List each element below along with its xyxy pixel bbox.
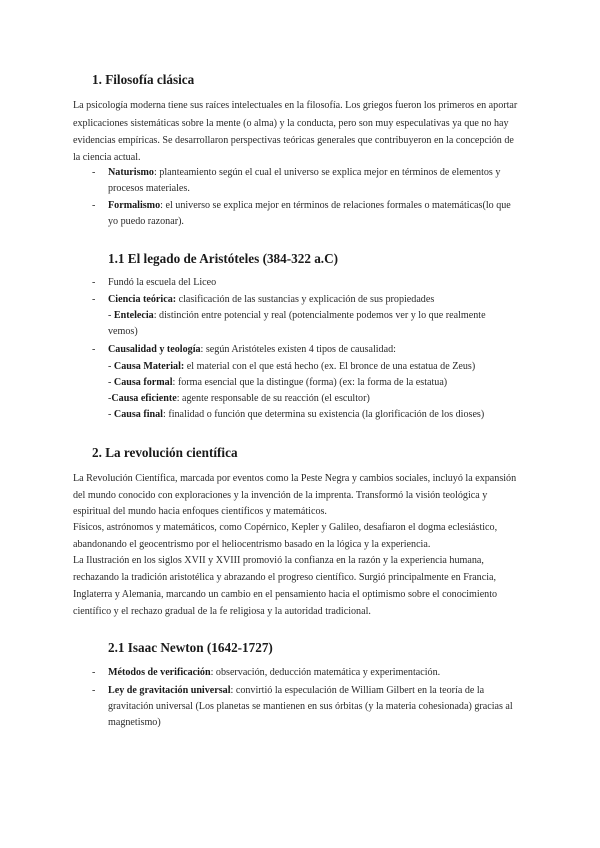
paragraph-line: La Revolución Científica, marcada por eventos como la Peste Negra y cambios sociales, incluyó la expansión xyxy=(73,473,517,484)
sub-item-entelecia xyxy=(108,310,486,322)
paragraph-line: espiritual del mundo hacia enfoques científicos y matemáticos. xyxy=(73,506,327,517)
bullet-dash: - xyxy=(92,344,96,355)
definition: : distinción entre potencial y real (potencialmente podemos ver y lo que realmente xyxy=(153,310,486,321)
term: Causa final xyxy=(113,409,163,420)
definition: : convirtió la especulación de William Gilbert en la teoría de la xyxy=(230,685,485,696)
section-heading-aristoteles: 1.1 El legado de Aristóteles (384-322 a.C) xyxy=(108,251,339,266)
sub-dash: - xyxy=(108,310,112,321)
definition: : planteamiento según el cual el universo se explica mejor en términos de elementos y xyxy=(153,167,501,178)
list-item-continuation: procesos materiales. xyxy=(108,183,190,194)
paragraph-line: explicaciones sistemáticas sobre la mente (o alma) y la conducta, pero son muy especulativas ya que no hay xyxy=(73,118,509,129)
term: Naturismo xyxy=(108,167,154,178)
list-item-liceo: Fundó la escuela del Liceo xyxy=(108,277,217,288)
definition: clasificación de las sustancias y explicación de sus propiedades xyxy=(176,294,435,305)
paragraph-line: La Ilustración en los siglos XVII y XVIII promovió la confianza en la razón y la experiencia humana, xyxy=(73,555,484,566)
definition: : observación, deducción matemática y experimentación. xyxy=(210,667,441,678)
term: Ciencia teórica: xyxy=(108,294,177,305)
list-item-formalismo xyxy=(108,200,511,212)
sub-dash: - xyxy=(108,361,112,372)
section-heading-revolucion-cientifica: 2. La revolución científica xyxy=(92,445,238,460)
paragraph-line: la ciencia actual. xyxy=(73,152,141,163)
definition: : forma esencial que la distingue (forma) (ex: la forma de la estatua) xyxy=(172,377,448,388)
list-item-naturismo xyxy=(108,167,500,179)
list-item-gravitacion xyxy=(108,685,484,697)
list-item-continuation: magnetismo) xyxy=(108,717,161,728)
sub-item-causa-eficiente xyxy=(108,393,370,405)
paragraph-line: evidencias empíricas. Se desarrollaron perspectivas teóricas generales que contribuyeron en la concepción de xyxy=(73,135,514,146)
list-item-metodos xyxy=(108,667,440,679)
bullet-dash: - xyxy=(92,167,96,178)
term: Ley de gravitación universal xyxy=(108,685,231,696)
sub-dash: - xyxy=(108,409,112,420)
term: Causalidad y teología xyxy=(108,344,201,355)
paragraph-line: abandonando el geocentrismo por el heliocentrismo basado en la lógica y la experiencia. xyxy=(73,539,431,550)
paragraph-line: del mundo conocido con exploraciones y la invención de la imprenta. Transformó la visión teológica y xyxy=(73,490,488,501)
sub-dash: - xyxy=(108,393,112,404)
term: Causa formal xyxy=(113,377,173,388)
bullet-dash: - xyxy=(92,277,96,288)
definition: el material con el que está hecho (ex. El bronce de una estatua de Zeus) xyxy=(184,361,476,372)
sub-item-causa-material xyxy=(108,361,475,373)
bullet-dash: - xyxy=(92,685,96,696)
section-heading-filosofia-clasica: 1. Filosofía clásica xyxy=(92,72,195,87)
term: Entelecia xyxy=(113,310,154,321)
section-heading-isaac-newton: 2.1 Isaac Newton (1642-1727) xyxy=(108,640,273,655)
list-item-continuation: gravitación universal (Los planetas se mantienen en sus órbitas (y la materia cohesionada) gracias al xyxy=(108,701,513,712)
bullet-dash: - xyxy=(92,667,96,678)
term: Causa eficiente xyxy=(111,393,177,404)
paragraph-line: Inglaterra y Alemania, marcando un cambio en el pensamiento hacia el optimismo sobre el conocimiento xyxy=(73,589,498,600)
paragraph-line: rechazando la tradición aristotélica y abrazando el progreso científico. Surgió principalmente en Francia, xyxy=(73,572,497,583)
list-item-continuation: yo puedo razonar). xyxy=(108,216,184,227)
paragraph-line: científico y el rechazo gradual de la fe religiosa y la autoridad tradicional. xyxy=(73,606,371,617)
bullet-dash: - xyxy=(92,200,96,211)
term: Causa Material: xyxy=(113,361,185,372)
definition: : finalidad o función que determina su existencia (la glorificación de los dioses) xyxy=(163,409,485,420)
bullet-dash: - xyxy=(92,294,96,305)
list-item-ciencia-teorica xyxy=(108,294,434,306)
definition: : agente responsable de su reacción (el escultor) xyxy=(176,393,370,404)
list-item-causalidad xyxy=(108,344,396,356)
term: Métodos de verificación xyxy=(108,667,211,678)
sub-item-causa-final xyxy=(108,409,484,421)
sub-dash: - xyxy=(108,377,112,388)
definition: : el universo se explica mejor en términos de relaciones formales o matemáticas(lo que xyxy=(160,200,511,211)
sub-item-causa-formal xyxy=(108,377,447,389)
paragraph-line: La psicología moderna tiene sus raíces intelectuales en la filosofía. Los griegos fueron los primeros en aportar xyxy=(73,100,518,111)
definition: : según Aristóteles existen 4 tipos de causalidad: xyxy=(200,344,396,355)
list-item-continuation: vemos) xyxy=(108,326,138,337)
term: Formalismo xyxy=(108,200,161,211)
paragraph-line: Físicos, astrónomos y matemáticos, como Copérnico, Kepler y Galileo, desafiaron el dogma eclesiástico, xyxy=(73,522,498,533)
